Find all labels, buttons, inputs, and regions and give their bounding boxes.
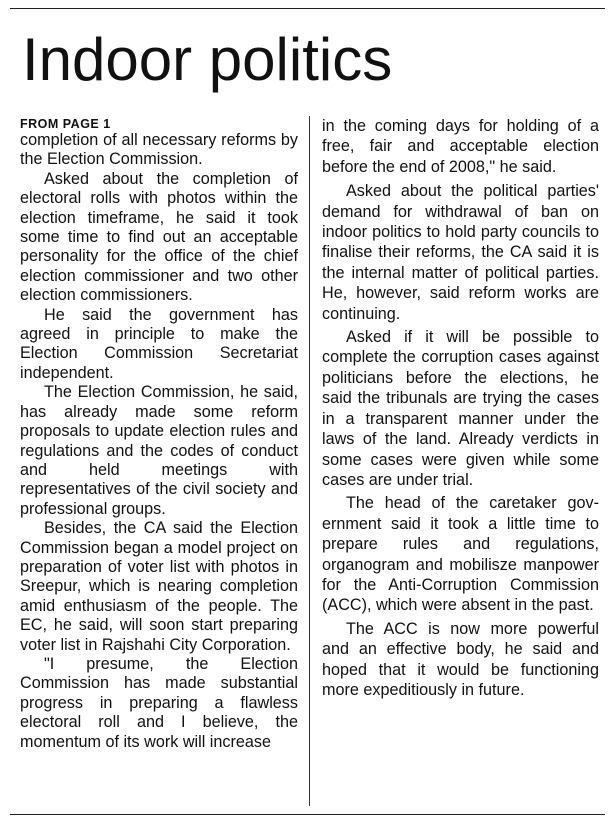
paragraph: completion of all necessary reforms by the Election Commission. xyxy=(20,131,298,169)
top-rule xyxy=(10,8,605,9)
paragraph: Asked about the completion of electoral rolls with photos within the election timeframe, he said it took some time to find out an acceptable personality for the office of the chief election commissioner and two other election commissioners. xyxy=(20,169,298,305)
right-column xyxy=(322,116,599,703)
left-column xyxy=(20,116,298,752)
paragraph: The Election Commission, he said, has already made some reform proposals to update election rules and regulations and the codes of conduct and held meetings with representatives of the civil society and professional groups. xyxy=(20,383,298,518)
bottom-rule xyxy=(10,814,605,815)
paragraph: Besides, the CA said the Election Commission began a model project on preparation of voter list with photos in Sreepur, which is nearing completion amid enthusiasm of the people. The EC, he said, will soon start preparing voter list in Rajshahi City Corporation. xyxy=(20,519,298,654)
headline: Indoor politics xyxy=(22,26,393,93)
paragraph: in the coming days for holding of a free, fair and acceptable election before the end of 2008," he said. xyxy=(322,117,599,176)
paragraph: "I presume, the Election Commission has made substantial progress in preparing a flawless electoral roll and I believe, the momentum of its work will increase xyxy=(20,654,298,751)
paragraph: Asked if it will be possible to complete the corruption cases against politicians before the elections, he said the tribunals are trying the cases in a transparent manner under the laws of the land. Already verdicts in some cases were given while some cases are under trial. xyxy=(322,328,599,489)
jump-line: FROM PAGE 1 xyxy=(20,117,111,131)
paragraph: Asked about the political parties' demand for withdrawal of ban on indoor politics to hold party councils to finalise their reforms, the CA said it is the internal matter of political parties. He, however, said reform works are continuing. xyxy=(322,182,599,323)
column-divider xyxy=(309,116,310,806)
paragraph: The head of the caretaker government said it took a little time to prepare rules and regulations, organogram and mobilisze manpower for the Anti-Corruption Commission (ACC), which were absent in the past. xyxy=(322,494,599,615)
paragraph: He said the government has agreed in principle to make the Election Commission Secretariat independent. xyxy=(20,305,298,382)
paragraph: The ACC is now more powerful and an effective body, he said and hoped that it would be functioning more expeditiously in future. xyxy=(322,619,599,699)
